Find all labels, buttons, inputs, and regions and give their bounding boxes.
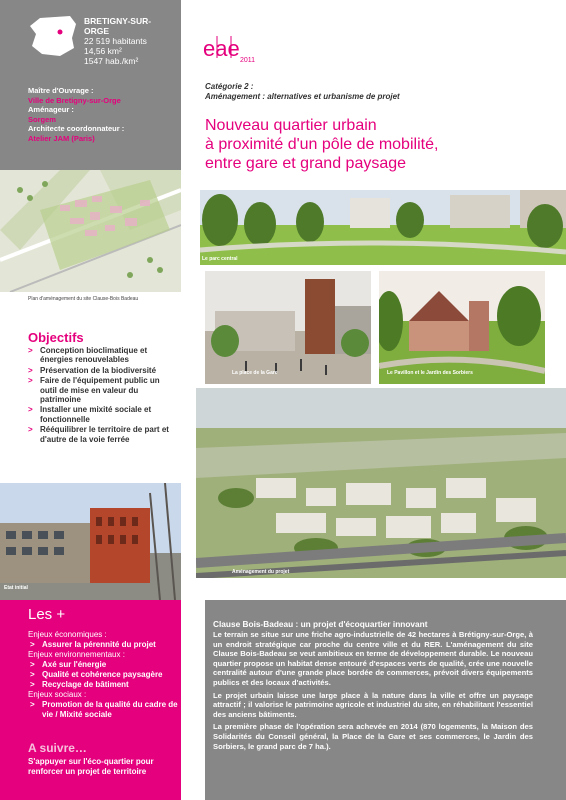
parc-caption: Le parc central [202,256,238,262]
architecte-value: Atelier JAM (Paris) [28,133,95,143]
list-item: > Préservation de la biodiversité [28,365,157,375]
list-item: > Conception bioclimatique et énergies renouvelables [28,346,148,365]
list-item: > Rééquilibrer le territoire de part et d'autre de la voie ferrée [28,425,169,444]
article-body [213,630,533,754]
title-line1: Nouveau quartier urbain [205,117,377,134]
list-item: > Recyclage de bâtiment [30,680,129,689]
logo-year: 2011 [240,57,256,64]
logo-letters: eae [203,36,240,61]
aerial-photo [196,388,566,578]
arrow-icon: > [28,425,33,435]
amenageur-value: Sorgem [28,114,56,124]
arrow-icon: > [28,365,33,375]
commune-info [84,16,179,66]
arrow-icon: > [30,680,35,689]
arrow-icon: > [30,700,35,709]
arrow-icon: > [30,640,35,649]
eco-label: Enjeux économiques : [28,630,107,639]
amenageur-label: Aménageur : [28,105,74,115]
building-caption: Etat initial [4,585,28,591]
project-credits [28,86,178,144]
initial-state-photo [0,483,181,600]
category-line1: Catégorie 2 : [205,82,254,91]
gare-caption: La place de la Gare [232,370,278,376]
objectifs-title: Objectifs [28,330,84,345]
architecte-label: Architecte coordonnateur : [28,124,125,134]
page-title [205,116,535,173]
commune-name-line1: BRETIGNY-SUR- [84,16,152,26]
pavillon-caption: Le Pavillon et le Jardin des Sorbiers [387,370,473,376]
article-paragraph-1: Le terrain se situe sur une friche agro-industrielle de 42 hectares à Brétigny-sur-Orge, à un endroit stratégique car proche du centre ville et du RER. L'aménagement du site Clause Bois-Badeau se veut ambitieux en terme de développement durable. Le nouveau quartier propose un habitat dense entouré d'espaces verts de qualité, crée une nouvelle centralité autour d'une grande place bordée de commerces, prévoit divers équipements publics et des locaux d'activités. [213,630,533,687]
commune-density: 1547 hab./km² [84,56,139,66]
soc-label: Enjeux sociaux : [28,690,87,699]
suivre-title: A suivre… [28,741,87,755]
title-line2: à proximité d'un pôle de mobilité, [205,136,439,153]
suivre-text: S'appuyer sur l'éco-quartier pour renforcer un projet de territoire [28,757,154,776]
arrow-icon: > [28,346,33,355]
category-heading [205,82,400,102]
commune-population: 22 519 habitants [84,36,147,46]
arrow-icon: > [30,660,35,669]
maitre-value: Ville de Bretigny-sur-Orge [28,95,121,105]
arrow-icon: > [28,376,33,386]
commune-map-icon [30,16,76,56]
plan-caption: Plan d'aménagement du site Clause-Bois Badeau [28,296,139,302]
aerial-caption: Aménagement du projet [232,569,290,575]
article-title: Clause Bois-Badeau : un projet d'écoquartier innovant [213,619,428,629]
arrow-icon: > [30,670,35,679]
list-item: > Faire de l'équipement public un outil de mise en valeur du patrimoine [28,376,160,405]
list-item: > Promotion de la qualité du cadre de vie / Mixité sociale [30,700,178,719]
gare-photo [205,271,371,384]
arrow-icon: > [28,405,33,415]
les-plus-title: Les + [28,606,66,623]
sidebar [0,0,181,800]
title-line3: entre gare et grand paysage [205,155,407,172]
list-item: > Axé sur l'énergie [30,660,107,669]
pavillon-photo [379,271,545,384]
list-item: > Assurer la pérennité du projet [30,640,156,649]
env-label: Enjeux environnementaux : [28,650,125,659]
parc-photo [200,190,566,265]
site-plan-image [0,170,181,292]
objectifs-list [28,346,178,445]
list-item: > Installer une mixité sociale et fonctionnelle [28,405,152,424]
commune-name-line2: ORGE [84,26,110,36]
article-paragraph-2: Le projet urbain laisse une large place à la nature dans la ville et offre un paysage attractif ; il valorise le patrimoine agricole et industriel du site, en réhabilitant l'essentiel des anciens bâtiments. [213,690,533,719]
maitre-label: Maître d'Ouvrage : [28,86,94,95]
les-plus-body [28,630,178,720]
list-item: > Qualité et cohérence paysagère [30,670,163,679]
category-line2: Aménagement : alternatives et urbanisme de projet [205,92,400,101]
commune-area: 14,56 km² [84,46,122,56]
article-paragraph-3: La première phase de l'opération sera achevée en 2014 (870 logements, la Maison des Solidarités du Conseil général, la Place de la Gare et ses commerces, le Jardin des Sorbiers, le grand parc de 7 ha.). [213,722,533,751]
